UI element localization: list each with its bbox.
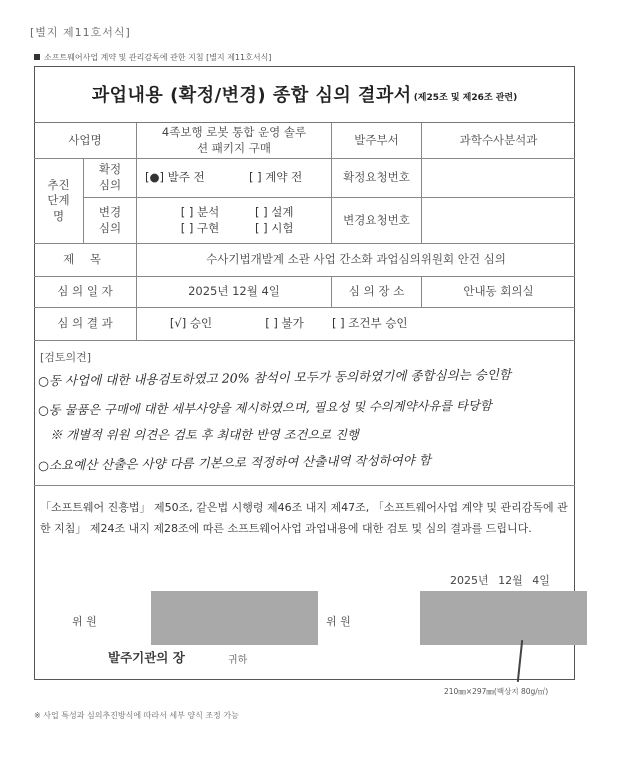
review-place-label: 심 의 장 소 [332,277,422,308]
confirm-request-no-value [422,159,575,198]
handwritten-comment-3: ※ 개별적 위원 의견은 검토 후 최대한 반영 조건으로 진행 [50,428,359,442]
paper-spec: 210㎜×297㎜(백상지 80g/㎡) [444,687,549,696]
option-analysis: [ ] 분석 [180,204,220,219]
review-date-value: 2025년 12월 4일 [137,277,332,308]
signature-date: 2025년 12월 4일 [450,574,550,587]
option-before-order: [●] 발주 전 [145,170,205,185]
legal-text: 「소프트웨어 진흥법」 제50조, 같은법 시행령 제46조 내지 제47조, 「소프트웨어사업 계약 및 관리감독에 관한 지침」 제24조 내지 제28조에 따른 소프트웨어사업 과업내용에 대한 검토 및 심의 결과를 드립니다. [40,501,568,535]
option-design: [ ] 설계 [255,204,294,219]
org-suffix: 귀하 [228,655,248,666]
guideline-caption [34,52,271,63]
org-head: 발주기관의 장 [108,650,185,665]
member-label-2: 위 원 [326,615,351,628]
footnote: ※ 사업 특성과 심의추진방식에 따라서 세부 양식 조정 가능 [34,711,239,720]
business-name-value: 4족보행 로봇 통합 운영 솔루션 패키지 구매 [137,123,332,159]
subject-value: 수사기법개발계 소관 사업 간소화 과업심의위원회 안건 심의 [137,244,575,277]
review-result-label: 심 의 결 과 [34,308,137,341]
option-reject: [ ] 불가 [265,316,304,331]
change-review-label: 변경 심의 [84,198,137,244]
form-number: [별지 제11호서식] [30,26,131,39]
option-approve: [√] 승인 [169,316,213,331]
title-sub: (제25조 및 제26조 관련) [413,92,518,103]
option-before-contract: [ ] 계약 전 [249,170,303,185]
handwritten-comment-2: ○동 물품은 구매에 대한 세부사양을 제시하였으며, 필요성 및 수의계약사유를 타당함 [37,398,492,418]
redacted-signature-1 [151,591,318,645]
square-bullet-icon [34,54,40,60]
stage-label: 추진 단계명 [34,159,84,244]
review-place-value: 안내동 회의실 [422,277,575,308]
subject-label: 제 목 [34,244,137,277]
ordering-dept-label: 발주부서 [332,123,422,159]
business-name-label: 사업명 [34,123,137,159]
option-conditional: [ ] 조건부 승인 [332,316,408,331]
change-options [137,198,332,244]
option-test: [ ] 시험 [255,220,294,235]
handwritten-comment-1: ○동 사업에 대한 내용검토하였고 20% 참석이 모두가 동의하였기에 종합심의는 승인함 [37,366,512,389]
title-main: 과업내용 (확정/변경) 종합 심의 결과서 [91,85,412,106]
member-label-1: 위 원 [72,615,97,628]
guideline-text: 소프트웨어사업 계약 및 관리감독에 관한 지침 [별지 제11호서식] [44,53,272,62]
option-implement: [ ] 구현 [180,220,220,235]
handwritten-comment-4: ○소요예산 산출은 사양 다름 기본으로 적정하여 산출내역 작성하여야 함 [37,452,431,473]
result-options [137,308,575,341]
confirm-request-no-label: 확정요청번호 [332,159,422,198]
divider [34,485,575,486]
review-comments-label: [검토의견] [40,351,92,364]
review-date-label: 심 의 일 자 [34,277,137,308]
change-request-no-label: 변경요청번호 [332,198,422,244]
form-title [34,66,575,123]
confirm-options [137,159,332,198]
redacted-signature-2 [420,591,587,645]
change-request-no-value [422,198,575,244]
ordering-dept-value: 과학수사분석과 [422,123,575,159]
confirm-review-label: 확정 심의 [84,159,137,198]
